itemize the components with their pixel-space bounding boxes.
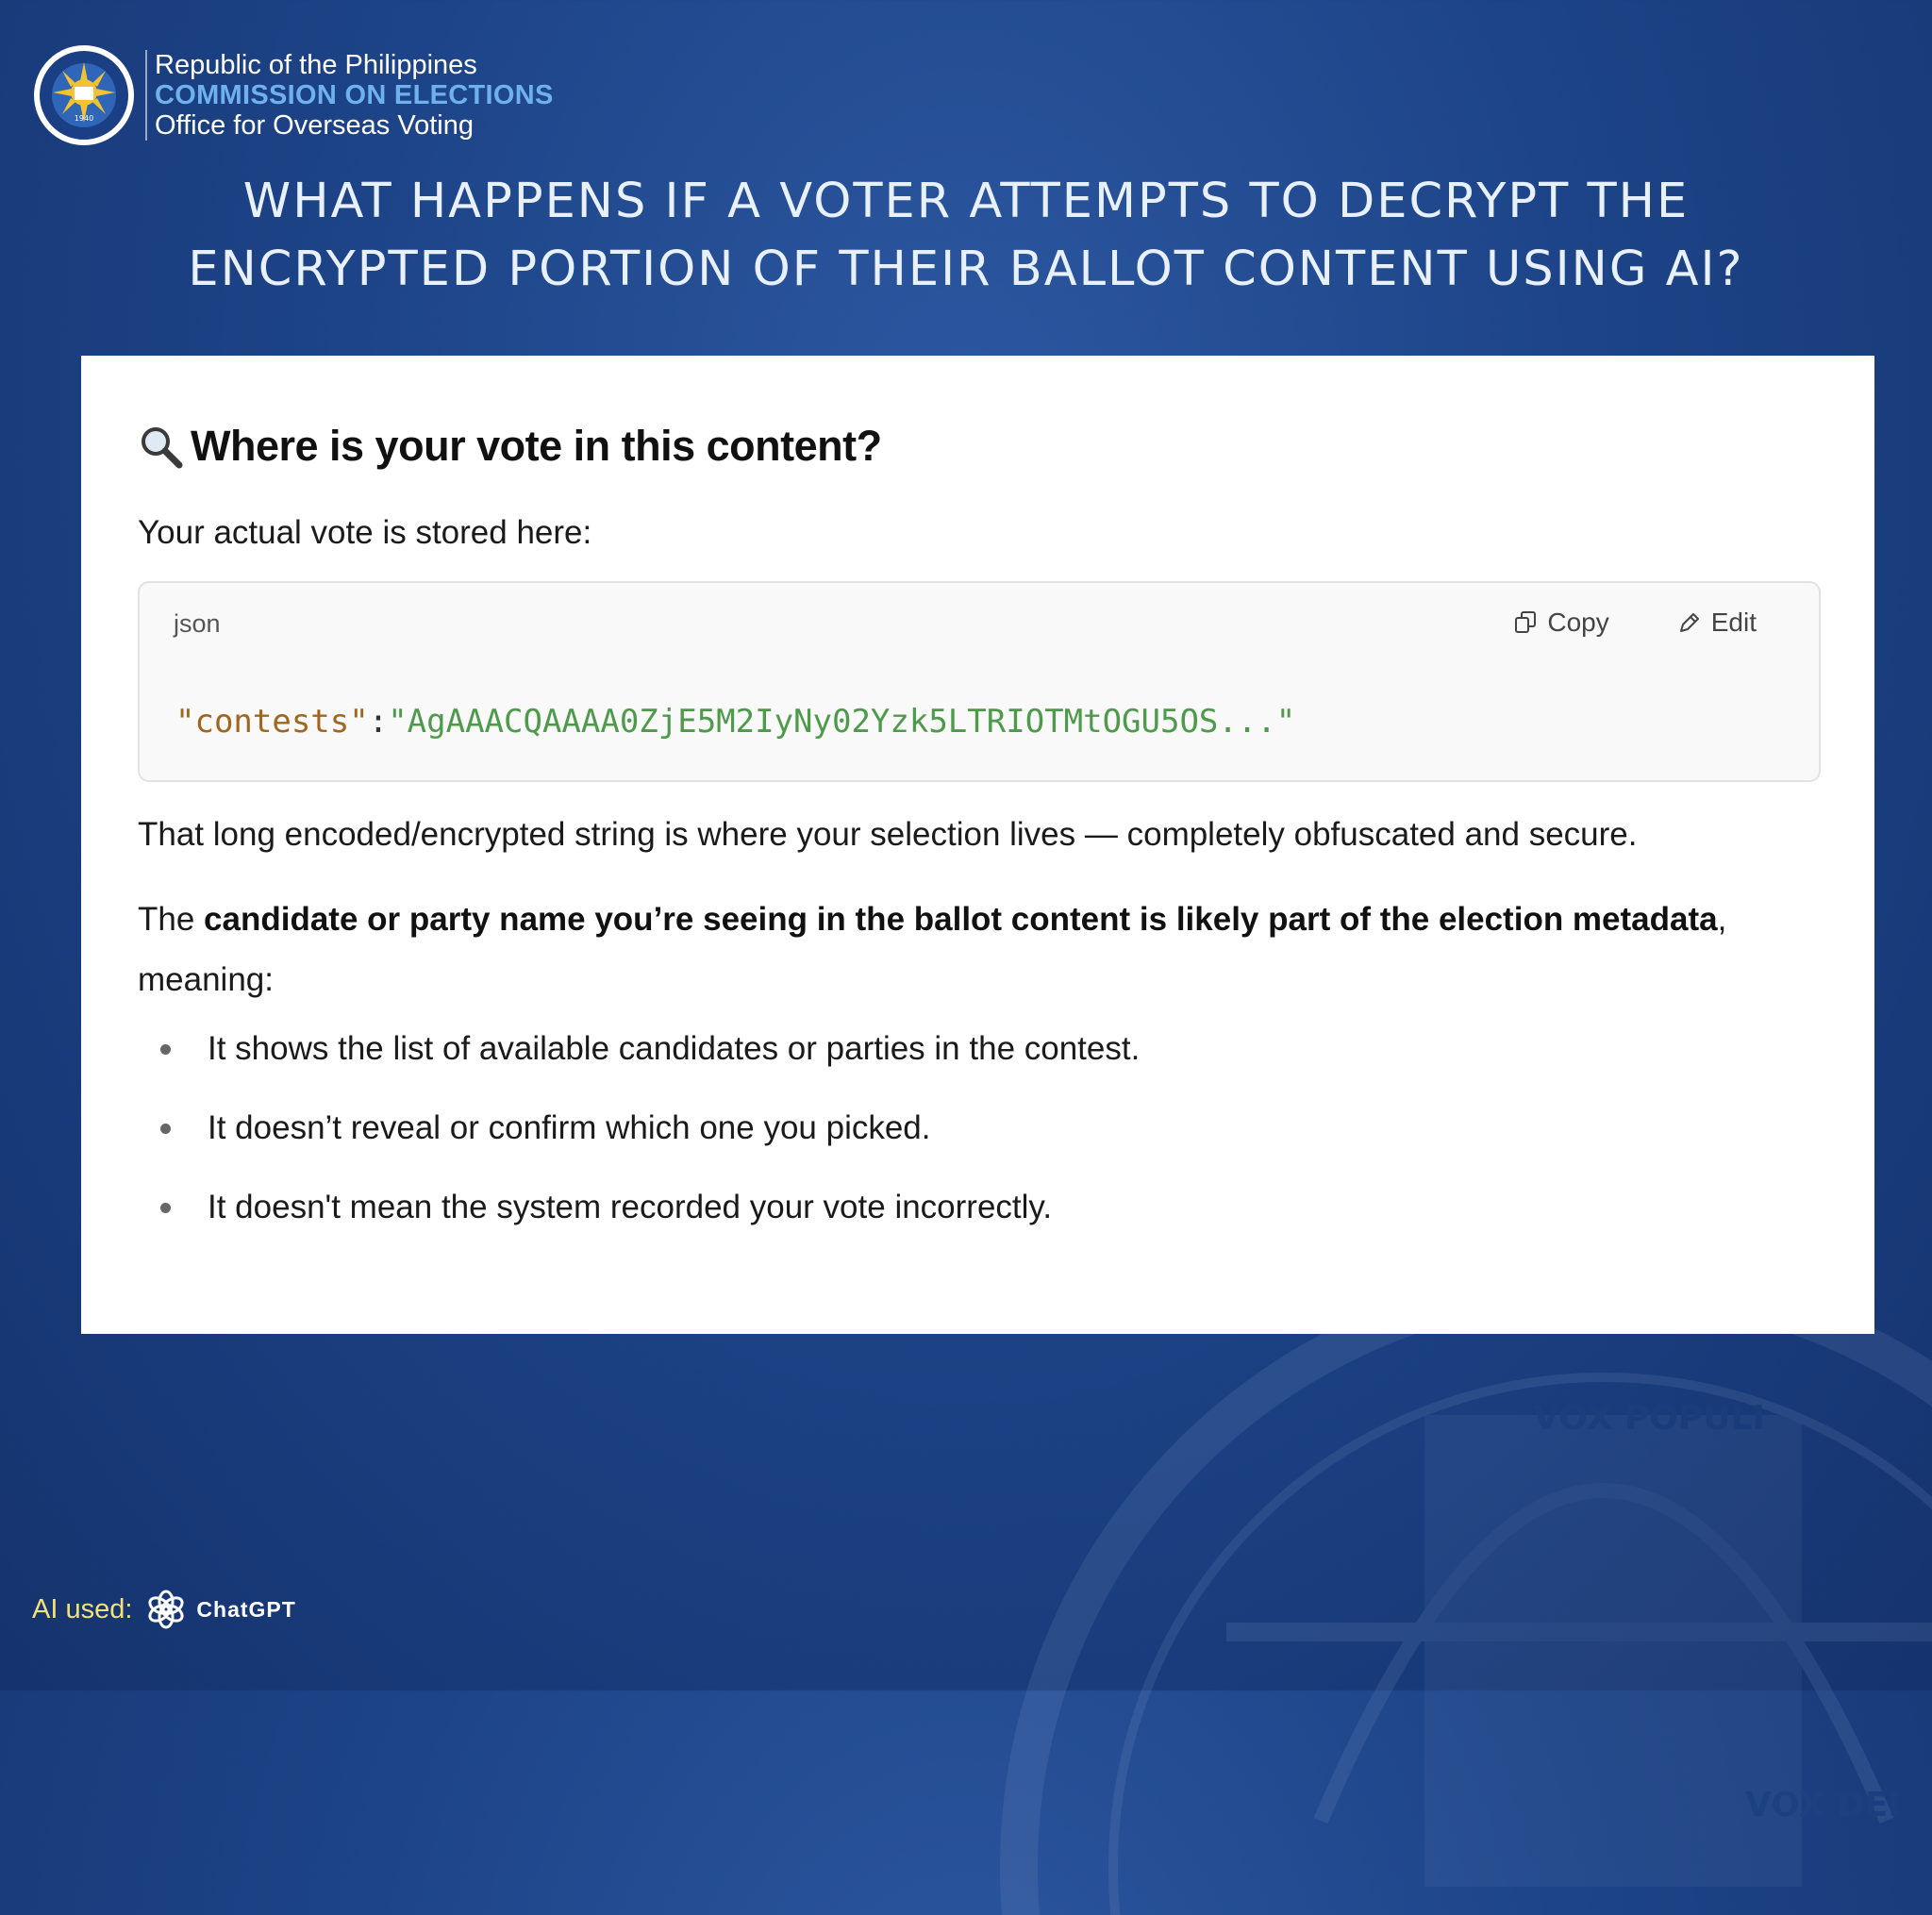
edit-pencil-icon (1677, 610, 1702, 635)
chat-response-card (81, 356, 1874, 1334)
main-title-line2: ENCRYPTED PORTION OF THEIR BALLOT CONTENT USING AI? (188, 241, 1744, 297)
header-commission-line: COMMISSION ON ELECTIONS (155, 80, 554, 110)
ai-used-footer (32, 1589, 296, 1630)
vox-dei-text: VOX DEI (1745, 1786, 1901, 1824)
code-line (175, 703, 1295, 741)
header-divider (145, 50, 147, 141)
intro-text: Your actual vote is stored here: (138, 514, 592, 551)
metadata-paragraph-bold: candidate or party name you’re seeing in the ballot content is likely part of the election metadata (204, 901, 1718, 938)
header (32, 43, 554, 147)
magnifier-icon (138, 424, 183, 469)
comelec-seal-icon (32, 43, 136, 147)
edit-button[interactable] (1677, 608, 1757, 638)
bullet-list (138, 1027, 1140, 1265)
header-office-line: Office for Overseas Voting (155, 110, 474, 141)
list-item: It doesn't mean the system recorded your vote incorrectly. (138, 1186, 1140, 1265)
ai-name: ChatGPT (196, 1596, 296, 1622)
copy-label: Copy (1547, 608, 1609, 637)
list-item: It doesn’t reveal or confirm which one you picked. (138, 1107, 1140, 1186)
list-item: It shows the list of available candidates or parties in the contest. (138, 1027, 1140, 1107)
openai-logo-icon (145, 1589, 187, 1630)
code-language-label: json (174, 609, 221, 638)
background-seal-watermark (943, 1255, 1932, 1915)
explanation-paragraph: That long encoded/encrypted string is where your selection lives — completely obfuscated and secure. (138, 816, 1638, 853)
metadata-paragraph-suffix: , meaning: (138, 901, 1727, 998)
code-actions (1445, 608, 1757, 638)
main-title (0, 168, 1932, 304)
vox-populi-text: VOX POPULI (1533, 1399, 1765, 1438)
json-key: "contests" (175, 703, 369, 741)
code-block (138, 581, 1821, 782)
main-title-line1: WHAT HAPPENS IF A VOTER ATTEMPTS TO DECRYPT THE (242, 174, 1690, 229)
ai-used-label: AI used: (32, 1593, 133, 1624)
metadata-paragraph (138, 890, 1836, 1010)
copy-button[interactable] (1513, 608, 1608, 638)
card-heading-text: Where is your vote in this content? (191, 422, 882, 470)
metadata-paragraph-prefix: The (138, 901, 205, 938)
json-value: "AgAAACQAAAA0ZjE5M2IyNy02Yzk5LTRIOTMtOGU5OS..." (388, 703, 1296, 741)
header-text (155, 50, 554, 141)
card-heading (138, 422, 882, 471)
copy-icon (1513, 610, 1538, 635)
edit-label: Edit (1710, 608, 1757, 637)
header-republic-line: Republic of the Philippines (155, 50, 477, 80)
json-colon: : (368, 703, 389, 741)
svg-text:1940: 1940 (74, 114, 94, 123)
